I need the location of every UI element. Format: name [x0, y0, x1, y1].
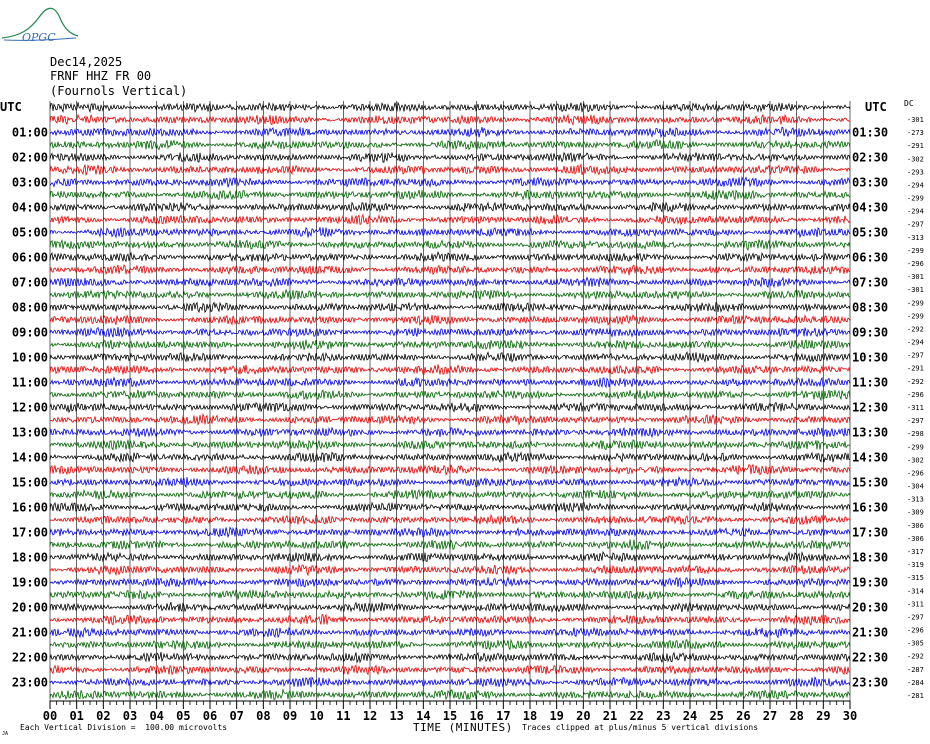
dc-offset-label: -297 — [907, 613, 924, 622]
station-label: FRNF HHZ FR 00 — [50, 69, 152, 83]
hour-label-left: 09:00 — [11, 325, 48, 340]
hour-label-right: 04:30 — [852, 200, 889, 215]
hour-label-right: 02:30 — [852, 150, 889, 165]
hour-label-left: 12:00 — [11, 400, 48, 415]
dc-offset-label: -294 — [907, 338, 924, 347]
dc-offset-label: -291 — [907, 364, 924, 373]
hour-label-left: 16:00 — [11, 500, 48, 515]
logo-text: OPGC — [22, 31, 56, 44]
hour-label-left: 07:00 — [11, 275, 48, 290]
dc-offset-label: -294 — [907, 181, 924, 190]
x-tick-label: 13 — [389, 709, 404, 723]
dc-offset-label: -294 — [907, 207, 924, 216]
x-tick-label: 19 — [549, 709, 564, 723]
dc-title: DC — [904, 99, 914, 108]
x-tick-label: 30 — [842, 709, 858, 723]
hour-label-left: 05:00 — [11, 225, 48, 240]
origin-mark: JA — [2, 731, 9, 737]
hour-label-right: 13:30 — [852, 425, 889, 440]
dc-offset-label: -301 — [907, 286, 924, 295]
dc-offset-label: -301 — [907, 273, 924, 282]
hour-label-left: 03:00 — [11, 175, 48, 190]
hour-label-right: 18:30 — [852, 550, 889, 565]
x-tick-label: 05 — [176, 709, 191, 723]
x-tick-label: 26 — [736, 709, 751, 723]
hour-label-left: 20:00 — [11, 600, 48, 615]
dc-offset-label: -299 — [907, 246, 924, 255]
hour-label-right: 05:30 — [852, 225, 889, 240]
x-tick-label: 07 — [229, 709, 244, 723]
x-tick-label: 21 — [602, 709, 618, 723]
dc-offset-label: -306 — [907, 521, 924, 530]
hour-label-right: 17:30 — [852, 525, 889, 540]
x-tick-label: 02 — [96, 709, 111, 723]
hour-label-right: 01:30 — [852, 125, 889, 140]
hour-label-right: 14:30 — [852, 450, 889, 465]
x-tick-label: 14 — [416, 709, 431, 723]
scale-note: Each Vertical Division = 100.00 microvolts — [20, 723, 228, 732]
hour-label-left: 13:00 — [11, 425, 48, 440]
x-tick-label: 06 — [202, 709, 218, 723]
x-tick-label: 15 — [442, 709, 458, 723]
dc-offset-label: -305 — [907, 639, 924, 648]
x-tick-label: 29 — [816, 709, 831, 723]
dc-offset-label: -299 — [907, 194, 924, 203]
hour-label-right: 15:30 — [852, 475, 889, 490]
x-tick-label: 12 — [362, 709, 378, 723]
hour-label-right: 19:30 — [852, 575, 889, 590]
dc-offset-label: -281 — [907, 692, 924, 700]
x-axis-label: TIME (MINUTES) — [413, 721, 513, 734]
dc-offset-label: -297 — [907, 220, 924, 229]
x-tick-label: 27 — [762, 709, 778, 723]
hour-label-right: 20:30 — [852, 600, 889, 615]
dc-offset-label: -292 — [907, 377, 924, 386]
dc-offset-label: -292 — [907, 652, 924, 661]
dc-offset-label: -302 — [907, 155, 924, 164]
hour-label-left: 02:00 — [11, 150, 48, 165]
dc-offset-label: -317 — [907, 548, 924, 556]
dc-offset-label: -309 — [907, 508, 924, 517]
x-tick-label: 11 — [336, 709, 351, 723]
date-label: Dec14,2025 — [50, 55, 123, 69]
dc-offset-label: -292 — [907, 325, 924, 334]
hour-label-right: 09:30 — [852, 325, 889, 340]
dc-offset-label: -299 — [907, 312, 924, 321]
hour-label-left: 21:00 — [11, 625, 48, 640]
x-tick-label: 25 — [709, 709, 724, 723]
hour-label-right: 10:30 — [852, 350, 889, 365]
hour-label-left: 04:00 — [11, 200, 48, 215]
hour-label-left: 18:00 — [11, 550, 48, 565]
dc-offset-label: -296 — [907, 260, 924, 268]
dc-offset-label: -306 — [907, 534, 924, 543]
dc-offset-label: -315 — [907, 574, 924, 583]
dc-offset-label: -297 — [907, 417, 924, 426]
hour-label-left: 10:00 — [11, 350, 48, 365]
hour-label-left: 06:00 — [11, 250, 48, 265]
hour-label-right: 08:30 — [852, 300, 889, 315]
hour-label-right: 06:30 — [852, 250, 889, 265]
hour-label-right: 23:30 — [852, 675, 889, 690]
hour-label-right: 11:30 — [852, 375, 889, 390]
dc-offset-label: -293 — [907, 168, 924, 177]
dc-offset-label: -291 — [907, 142, 924, 151]
x-tick-label: 17 — [496, 709, 511, 723]
hour-label-right: 21:30 — [852, 625, 889, 640]
x-tick-label: 28 — [789, 709, 804, 723]
x-tick-label: 01 — [69, 709, 84, 723]
x-tick-label: 08 — [256, 709, 271, 723]
location-label: (Fournols Vertical) — [50, 84, 188, 98]
hour-label-left: 14:00 — [11, 450, 48, 465]
x-tick-label: 24 — [682, 709, 698, 723]
dc-offset-label: -314 — [907, 587, 924, 596]
dc-offset-label: -273 — [907, 129, 924, 138]
hour-label-right: 03:30 — [852, 175, 889, 190]
hour-label-left: 19:00 — [11, 575, 48, 590]
dc-offset-label: -319 — [907, 561, 924, 570]
x-tick-label: 10 — [309, 709, 324, 723]
dc-offset-label: -304 — [907, 482, 924, 491]
dc-offset-label: -313 — [907, 233, 924, 242]
hour-label-left: 17:00 — [11, 525, 48, 540]
x-tick-label: 09 — [282, 709, 298, 723]
hour-label-right: 07:30 — [852, 275, 889, 290]
dc-offset-label: -298 — [907, 430, 924, 439]
dc-offset-label: -313 — [907, 495, 924, 504]
x-tick-label: 18 — [522, 709, 538, 723]
hour-label-left: 08:00 — [11, 300, 48, 315]
x-tick-label: 22 — [629, 709, 644, 723]
dc-offset-label: -299 — [907, 443, 924, 452]
dc-offset-label: -296 — [907, 626, 924, 635]
utc-title-left: UTC — [0, 100, 22, 114]
clip-note: Traces clipped at plus/minus 5 vertical divisions — [522, 723, 759, 732]
hour-label-left: 23:00 — [11, 675, 48, 690]
hour-label-right: 22:30 — [852, 650, 889, 665]
dc-offset-label: -302 — [907, 456, 924, 465]
dc-offset-label: -311 — [907, 404, 924, 412]
hour-label-right: 16:30 — [852, 500, 889, 515]
dc-offset-label: -311 — [907, 600, 924, 609]
dc-offset-label: -296 — [907, 469, 924, 478]
hour-label-right: 12:30 — [852, 400, 889, 415]
dc-offset-label: -296 — [907, 390, 924, 399]
hour-label-left: 01:00 — [11, 125, 48, 140]
dc-offset-label: -297 — [907, 351, 924, 360]
hour-label-left: 22:00 — [11, 650, 48, 665]
hour-label-left: 11:00 — [11, 375, 48, 390]
dc-offset-label: -284 — [907, 678, 924, 687]
dc-offset-label: -301 — [907, 116, 924, 124]
dc-offset-label: -299 — [907, 299, 924, 308]
x-tick-label: 20 — [576, 709, 591, 723]
dc-offset-label: -287 — [907, 665, 924, 674]
utc-title-right: UTC — [865, 100, 887, 114]
x-tick-label: 04 — [149, 709, 164, 723]
hour-label-left: 15:00 — [11, 475, 48, 490]
x-tick-label: 00 — [42, 709, 58, 723]
x-tick-label: 16 — [469, 709, 484, 723]
x-tick-label: 23 — [656, 709, 671, 723]
x-tick-label: 03 — [122, 709, 138, 723]
